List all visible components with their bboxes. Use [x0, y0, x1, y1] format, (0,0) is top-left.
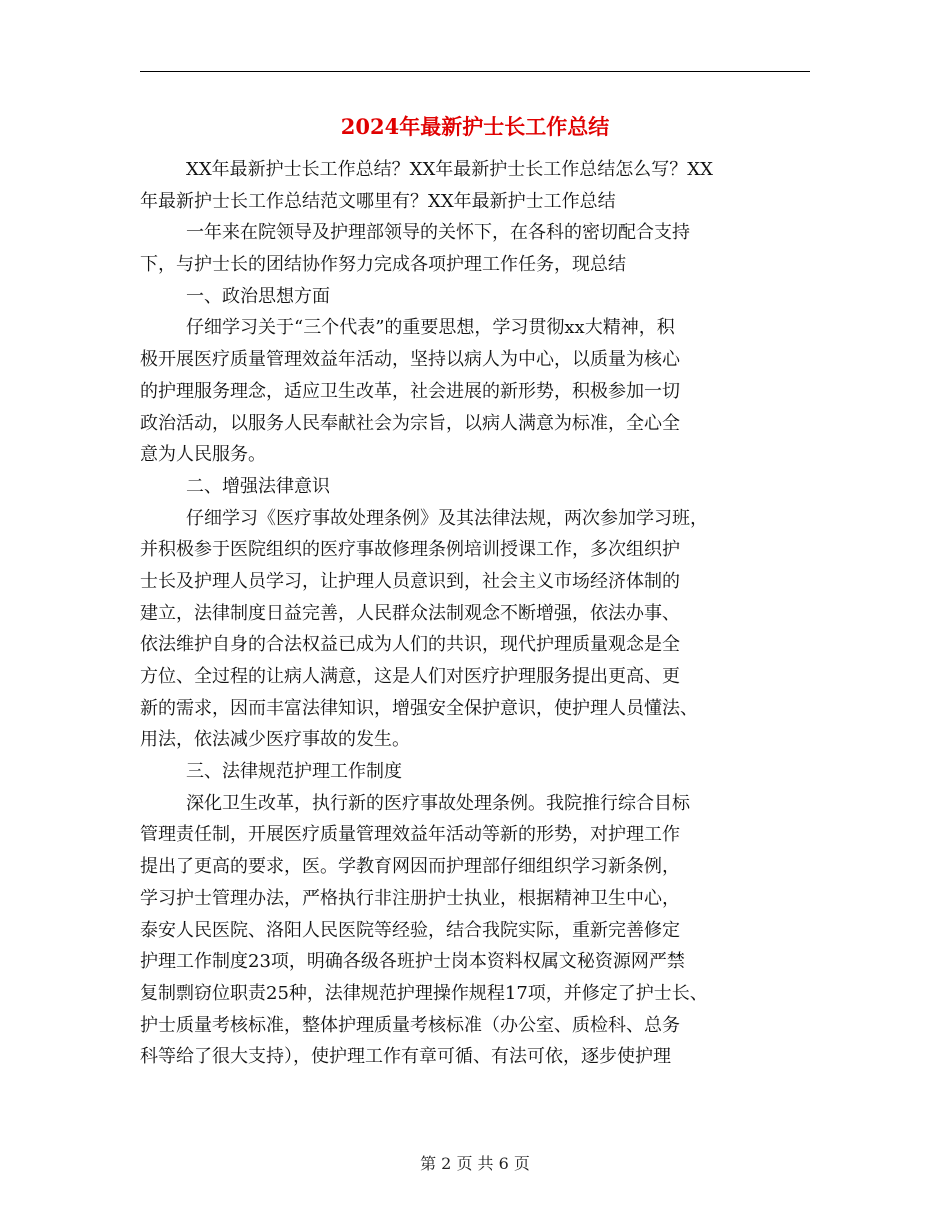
text-line: 士长及护理人员学习，让护理人员意识到，社会主义市场经济体制的: [140, 570, 680, 592]
text-line: 建立，法律制度日益完善，人民群众法制观念不断增强，依法办事、: [140, 602, 680, 624]
text-line: XX年最新护士长工作总结？XX年最新护士长工作总结怎么写？XX: [186, 159, 713, 180]
document-title: 2024年最新护士长工作总结: [340, 114, 610, 139]
header-rule: [140, 71, 810, 72]
document-body: [140, 154, 830, 1073]
text-line: 深化卫生改革，执行新的医疗事故处理条例。我院推行综合目标: [186, 792, 690, 814]
text-line: 护士质量考核标准，整体护理质量考核标准（办公室、质检科、总务: [140, 1014, 680, 1036]
text-line: 方位、全过程的让病人满意，这是人们对医疗护理服务提出更高、更: [140, 666, 680, 687]
text-line: 泰安人民医院、洛阳人民医院等经验，结合我院实际，重新完善修定: [140, 919, 680, 941]
text-line: 意为人民服务。: [140, 444, 266, 466]
text-line: 二、增强法律意识: [186, 475, 330, 497]
text-line: 用法，依法减少医疗事故的发生。: [140, 729, 410, 751]
text-line: 管理责任制，开展医疗质量管理效益年活动等新的形势，对护理工作: [140, 824, 680, 846]
text-line: 学习护士管理办法，严格执行非注册护士执业，根据精神卫生中心，: [140, 887, 680, 909]
text-line: 新的需求，因而丰富法律知识，增强安全保护意识，使护理人员懂法、: [140, 697, 698, 719]
text-line: 一年来在院领导及护理部领导的关怀下，在各科的密切配合支持: [186, 222, 690, 244]
text-line: 科等给了很大支持），使护理工作有章可循、有法可依，逐步使护理: [140, 1046, 671, 1068]
text-line: 并积极参于医院组织的医疗事故修理条例培训授课工作，多次组织护: [140, 539, 680, 561]
text-line: 年最新护士长工作总结范文哪里有？XX年最新护士工作总结: [140, 190, 616, 212]
text-line: 极开展医疗质量管理效益年活动，坚持以病人为中心，以质量为核心: [140, 349, 680, 371]
text-line: 复制剽窃位职责25种，法律规范护理操作规程17项，并修定了护士长、: [140, 982, 708, 1004]
text-line: 政治活动，以服务人民奉献社会为宗旨，以病人满意为标准，全心全: [140, 412, 680, 434]
page-number: 第 2 页 共 6 页: [420, 1154, 530, 1173]
text-line: 一、政治思想方面: [186, 285, 330, 307]
text-line: 的护理服务理念，适应卫生改革，社会进展的新形势，积极参加一切: [140, 380, 680, 402]
text-line: 护理工作制度23项，明确各级各班护士岗本资料权属文秘资源网严禁: [140, 951, 685, 973]
text-line: 三、法律规范护理工作制度: [186, 761, 402, 783]
text-line: 下，与护士长的团结协作努力完成各项护理工作任务，现总结: [140, 254, 626, 276]
text-line: 依法维护自身的合法权益已成为人们的共识，现代护理质量观念是全: [140, 634, 680, 656]
text-line: 提出了更高的要求，医。学教育网因而护理部仔细组织学习新条例，: [140, 856, 680, 878]
text-line: 仔细学习《医疗事故处理条例》及其法律法规，两次参加学习班，: [186, 507, 708, 529]
text-line: 仔细学习关于“三个代表”的重要思想，学习贯彻xx大精神，积: [186, 317, 675, 339]
